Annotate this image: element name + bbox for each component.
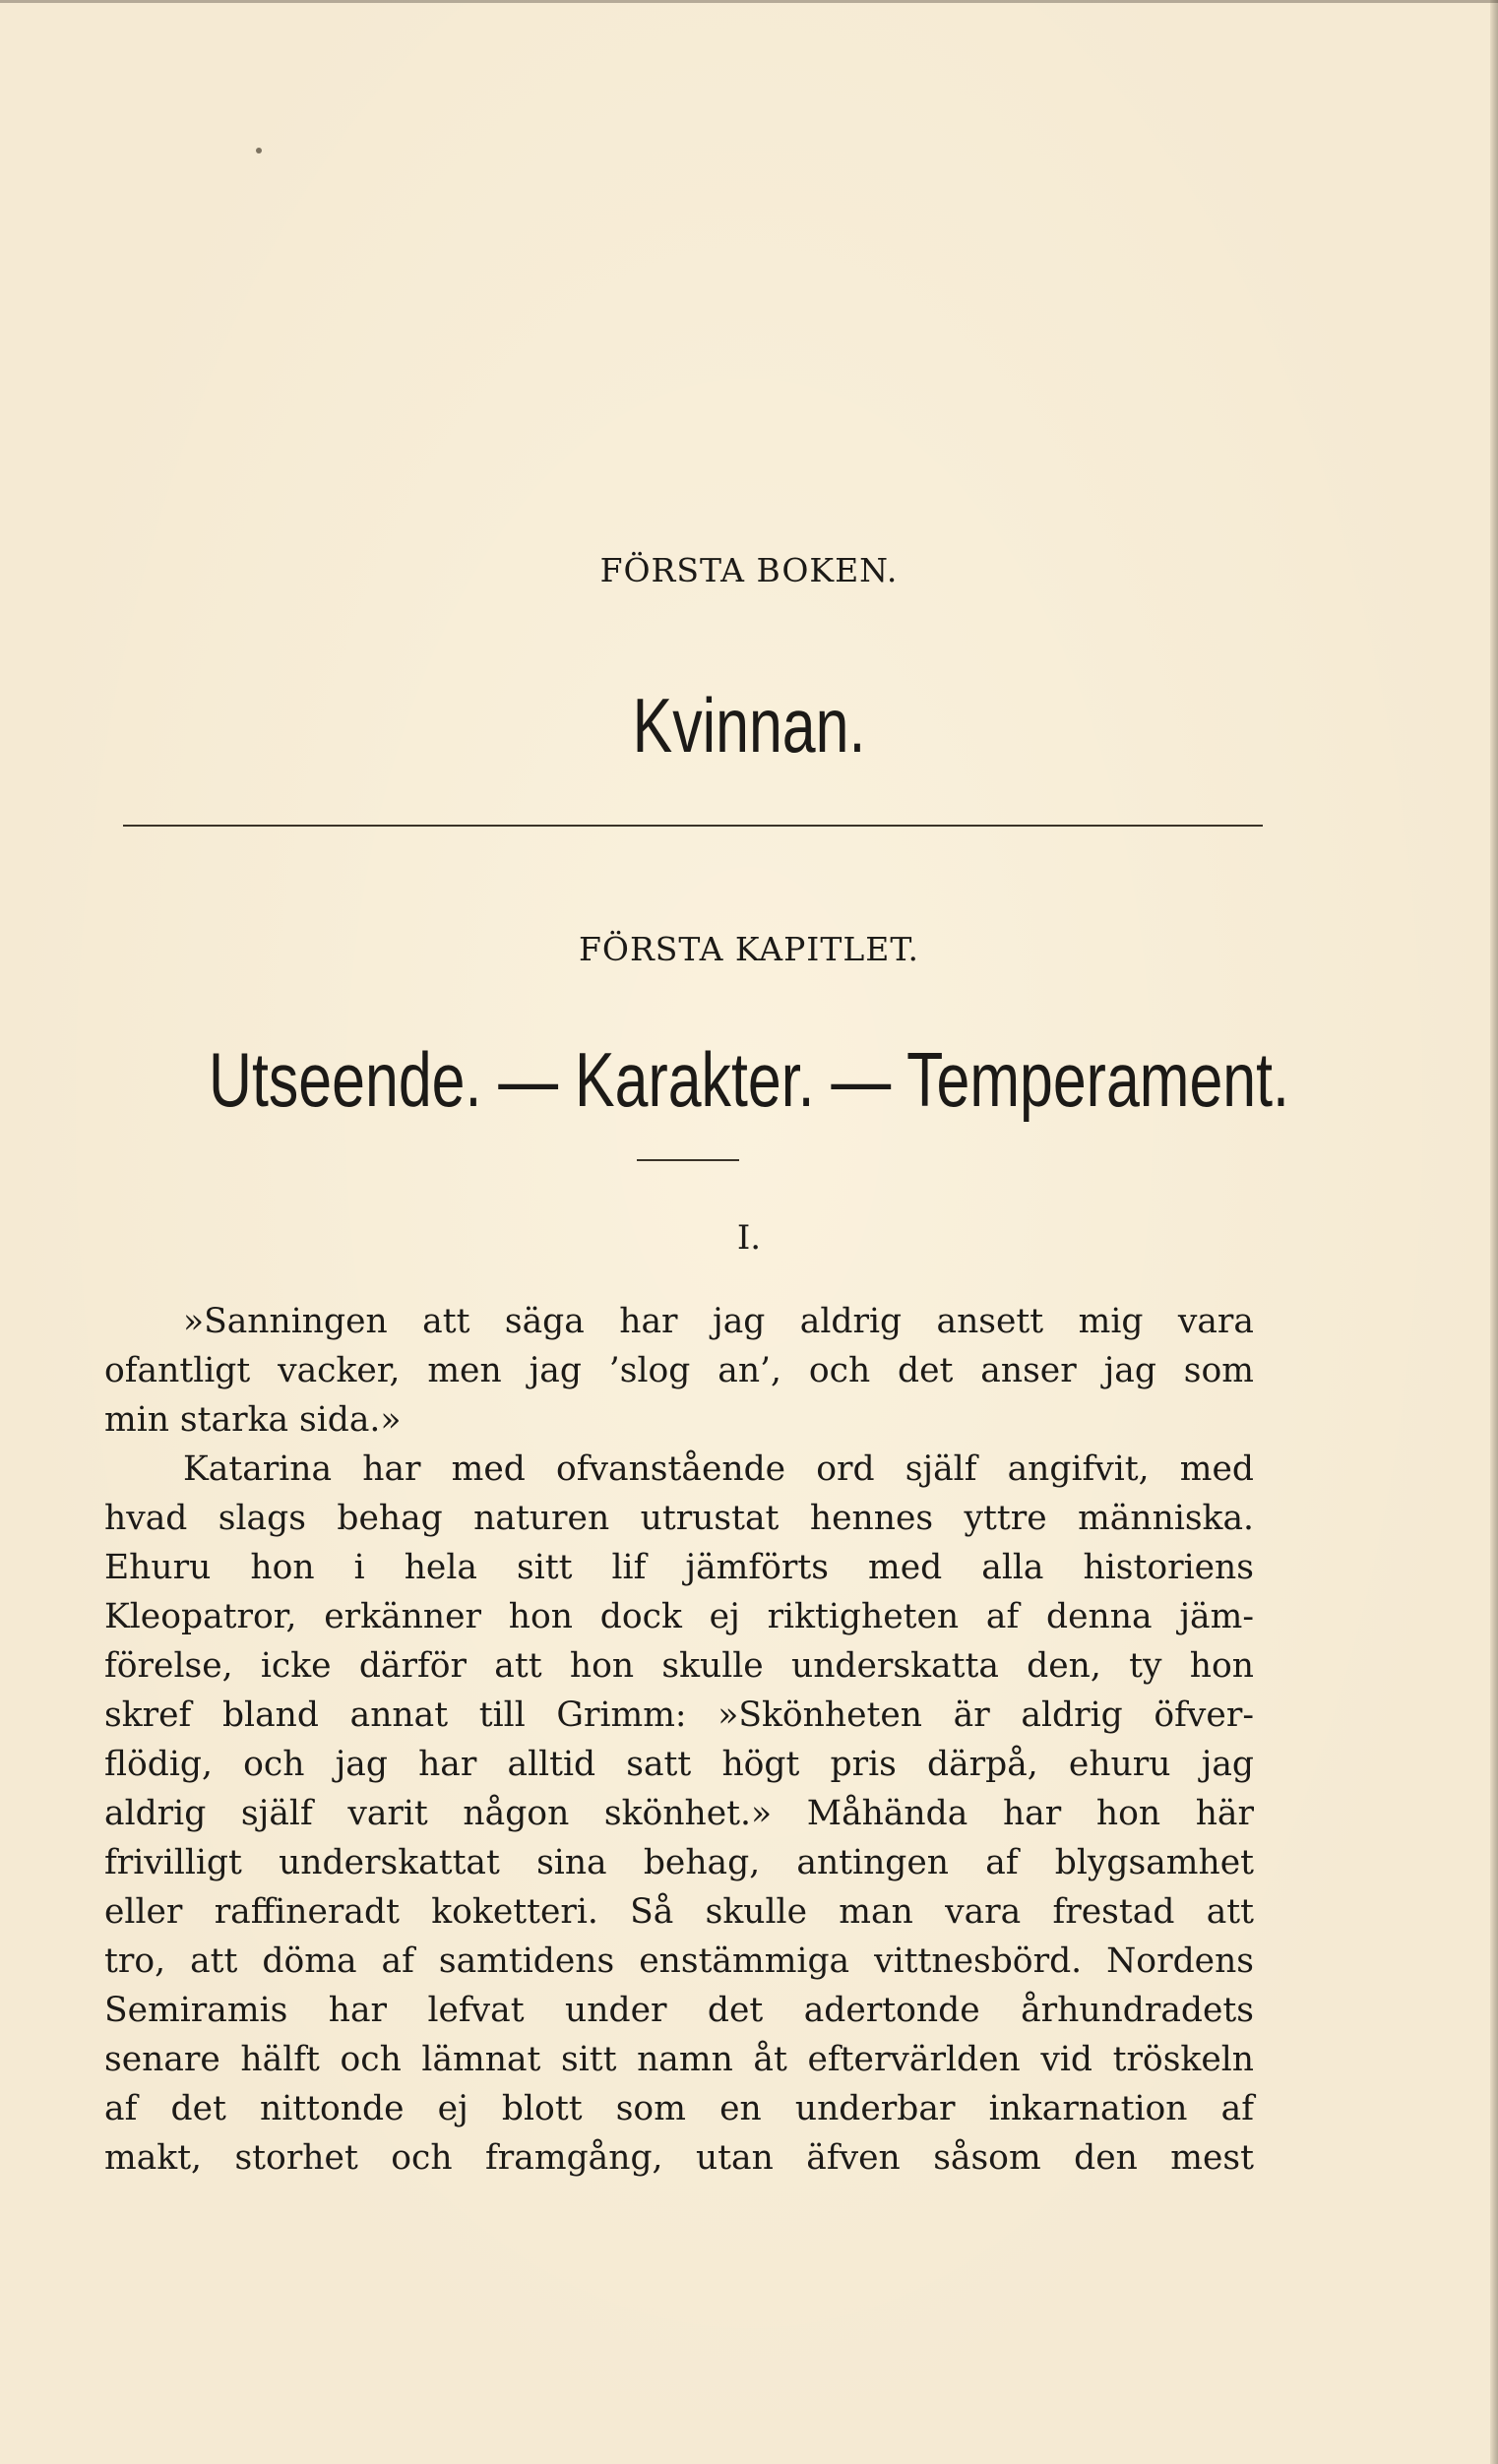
body-line: af det nittonde ej blott som en underbar inkarnation af [104, 2089, 1254, 2128]
chapter-title-wrap [0, 1035, 1498, 1124]
body-line: tro, att döma af samtidens enstämmiga vittnesbörd. Nordens [104, 1941, 1254, 1981]
body-line: skref bland annat till Grimm: »Skönheten är aldrig öfver- [104, 1695, 1254, 1735]
body-line: hvad slags behag naturen utrustat hennes yttre människa. [104, 1499, 1254, 1538]
body-line: aldrig själf varit någon skönhet.» Måhända har hon här [104, 1794, 1254, 1833]
body-line: ofantligt vacker, men jag ’slog an’, och det anser jag som [104, 1351, 1254, 1390]
body-line: senare hälft och lämnat sitt namn åt eftervärlden vid tröskeln [104, 2040, 1254, 2079]
divider-rule-short [637, 1159, 739, 1161]
book-label: FÖRSTA BOKEN. [599, 551, 899, 589]
body-line: makt, storhet och framgång, utan äfven såsom den mest [104, 2138, 1254, 2178]
body-line: »Sanningen att säga har jag aldrig ansett mig vara [183, 1302, 1254, 1341]
chapter-label: FÖRSTA KAPITLET. [579, 930, 919, 968]
body-line: Semiramis har lefvat under det adertonde århundradets [104, 1991, 1254, 2030]
book-title-wrap [0, 681, 1498, 770]
body-line: Ehuru hon i hela sitt lif jämförts med alla historiens [104, 1548, 1254, 1587]
section-numeral: I. [736, 1218, 762, 1258]
chapter-title: Utseende. — Karakter. — Temperament. [209, 1036, 1289, 1123]
page-top-edge [0, 0, 1498, 3]
body-line: flödig, och jag har alltid satt högt pris därpå, ehuru jag [104, 1745, 1254, 1784]
body-line: frivilligt underskattat sina behag, antingen af blygsamhet [104, 1843, 1254, 1882]
body-line: Katarina har med ofvanstående ord själf angifvit, med [183, 1449, 1254, 1489]
divider-rule-long [123, 825, 1263, 827]
body-line: eller raffineradt koketteri. Så skulle man vara frestad att [104, 1892, 1254, 1932]
body-line: min starka sida.» [104, 1400, 402, 1440]
body-line: Kleopatror, erkänner hon dock ej riktigheten af denna jäm- [104, 1597, 1254, 1636]
body-text [104, 1297, 1254, 2183]
ink-speck [256, 148, 262, 154]
body-line: förelse, icke därför att hon skulle underskatta den, ty hon [104, 1646, 1254, 1686]
book-title: Kvinnan. [632, 682, 866, 769]
